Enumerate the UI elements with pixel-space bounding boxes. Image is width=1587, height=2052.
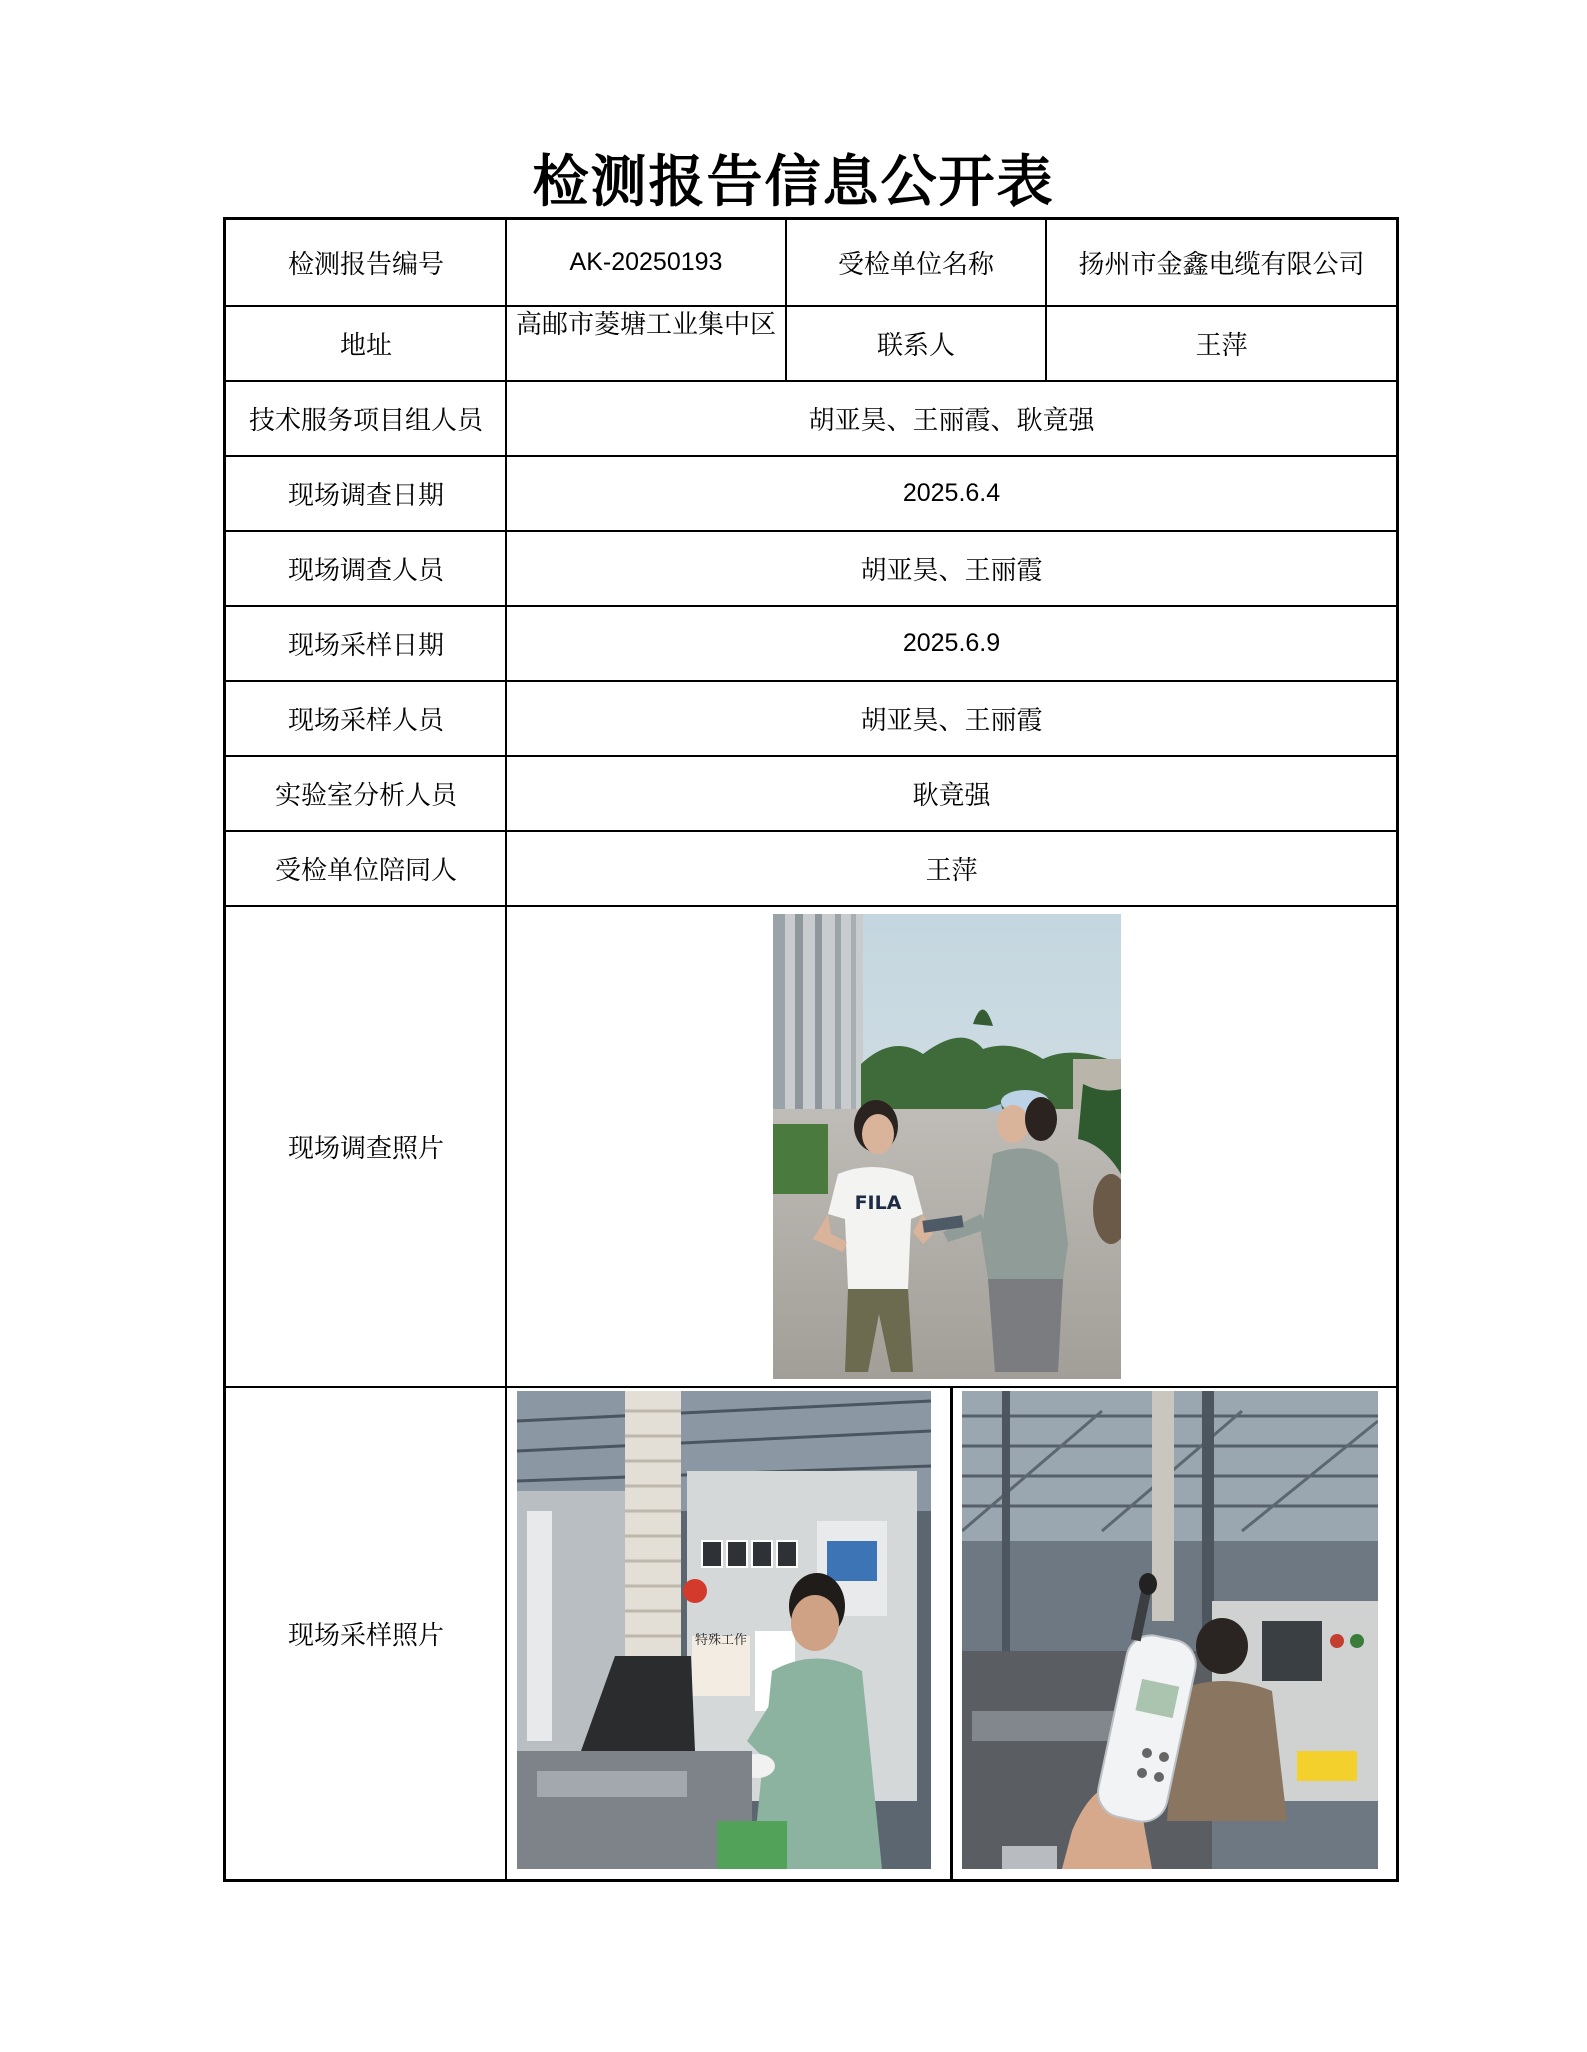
label-escort: 受检单位陪同人	[274, 856, 457, 886]
sampling-photo-right	[962, 1391, 1378, 1869]
label-unit-name: 受检单位名称	[837, 250, 994, 280]
shirt-logo-text: FILA	[854, 1192, 902, 1214]
label-sampling-date: 现场采样日期	[287, 631, 444, 661]
label-lab-staff: 实验室分析人员	[274, 781, 457, 811]
value-lab-staff: 耿竟强	[912, 781, 991, 811]
value-report-no: AK-20250193	[569, 248, 723, 276]
label-survey-staff: 现场调查人员	[287, 556, 444, 586]
value-sampling-staff: 胡亚昊、王丽霞	[860, 706, 1043, 736]
value-contact: 王萍	[1195, 331, 1248, 361]
value-address: 高邮市菱塘工业集中区	[516, 310, 777, 340]
sampling-photo-left	[517, 1391, 931, 1869]
label-contact: 联系人	[876, 331, 955, 361]
value-unit-name: 扬州市金鑫电缆有限公司	[1078, 250, 1365, 280]
label-sampling-photo: 现场采样照片	[287, 1621, 444, 1651]
label-sampling-staff: 现场采样人员	[287, 706, 444, 736]
value-team: 胡亚昊、王丽霞、耿竟强	[808, 406, 1095, 436]
label-address: 地址	[339, 331, 392, 361]
page-title: 检测报告信息公开表	[532, 150, 1055, 215]
label-survey-photo: 现场调查照片	[287, 1134, 444, 1164]
label-report-no: 检测报告编号	[287, 250, 444, 280]
value-survey-date: 2025.6.4	[902, 479, 1001, 507]
machine-sign-text: 特殊工作	[694, 1633, 748, 1648]
value-sampling-date: 2025.6.9	[902, 629, 1001, 657]
survey-photo	[773, 914, 1121, 1379]
value-survey-staff: 胡亚昊、王丽霞	[860, 556, 1043, 586]
label-survey-date: 现场调查日期	[287, 481, 444, 511]
label-team: 技术服务项目组人员	[248, 406, 483, 436]
value-escort: 王萍	[925, 856, 978, 886]
